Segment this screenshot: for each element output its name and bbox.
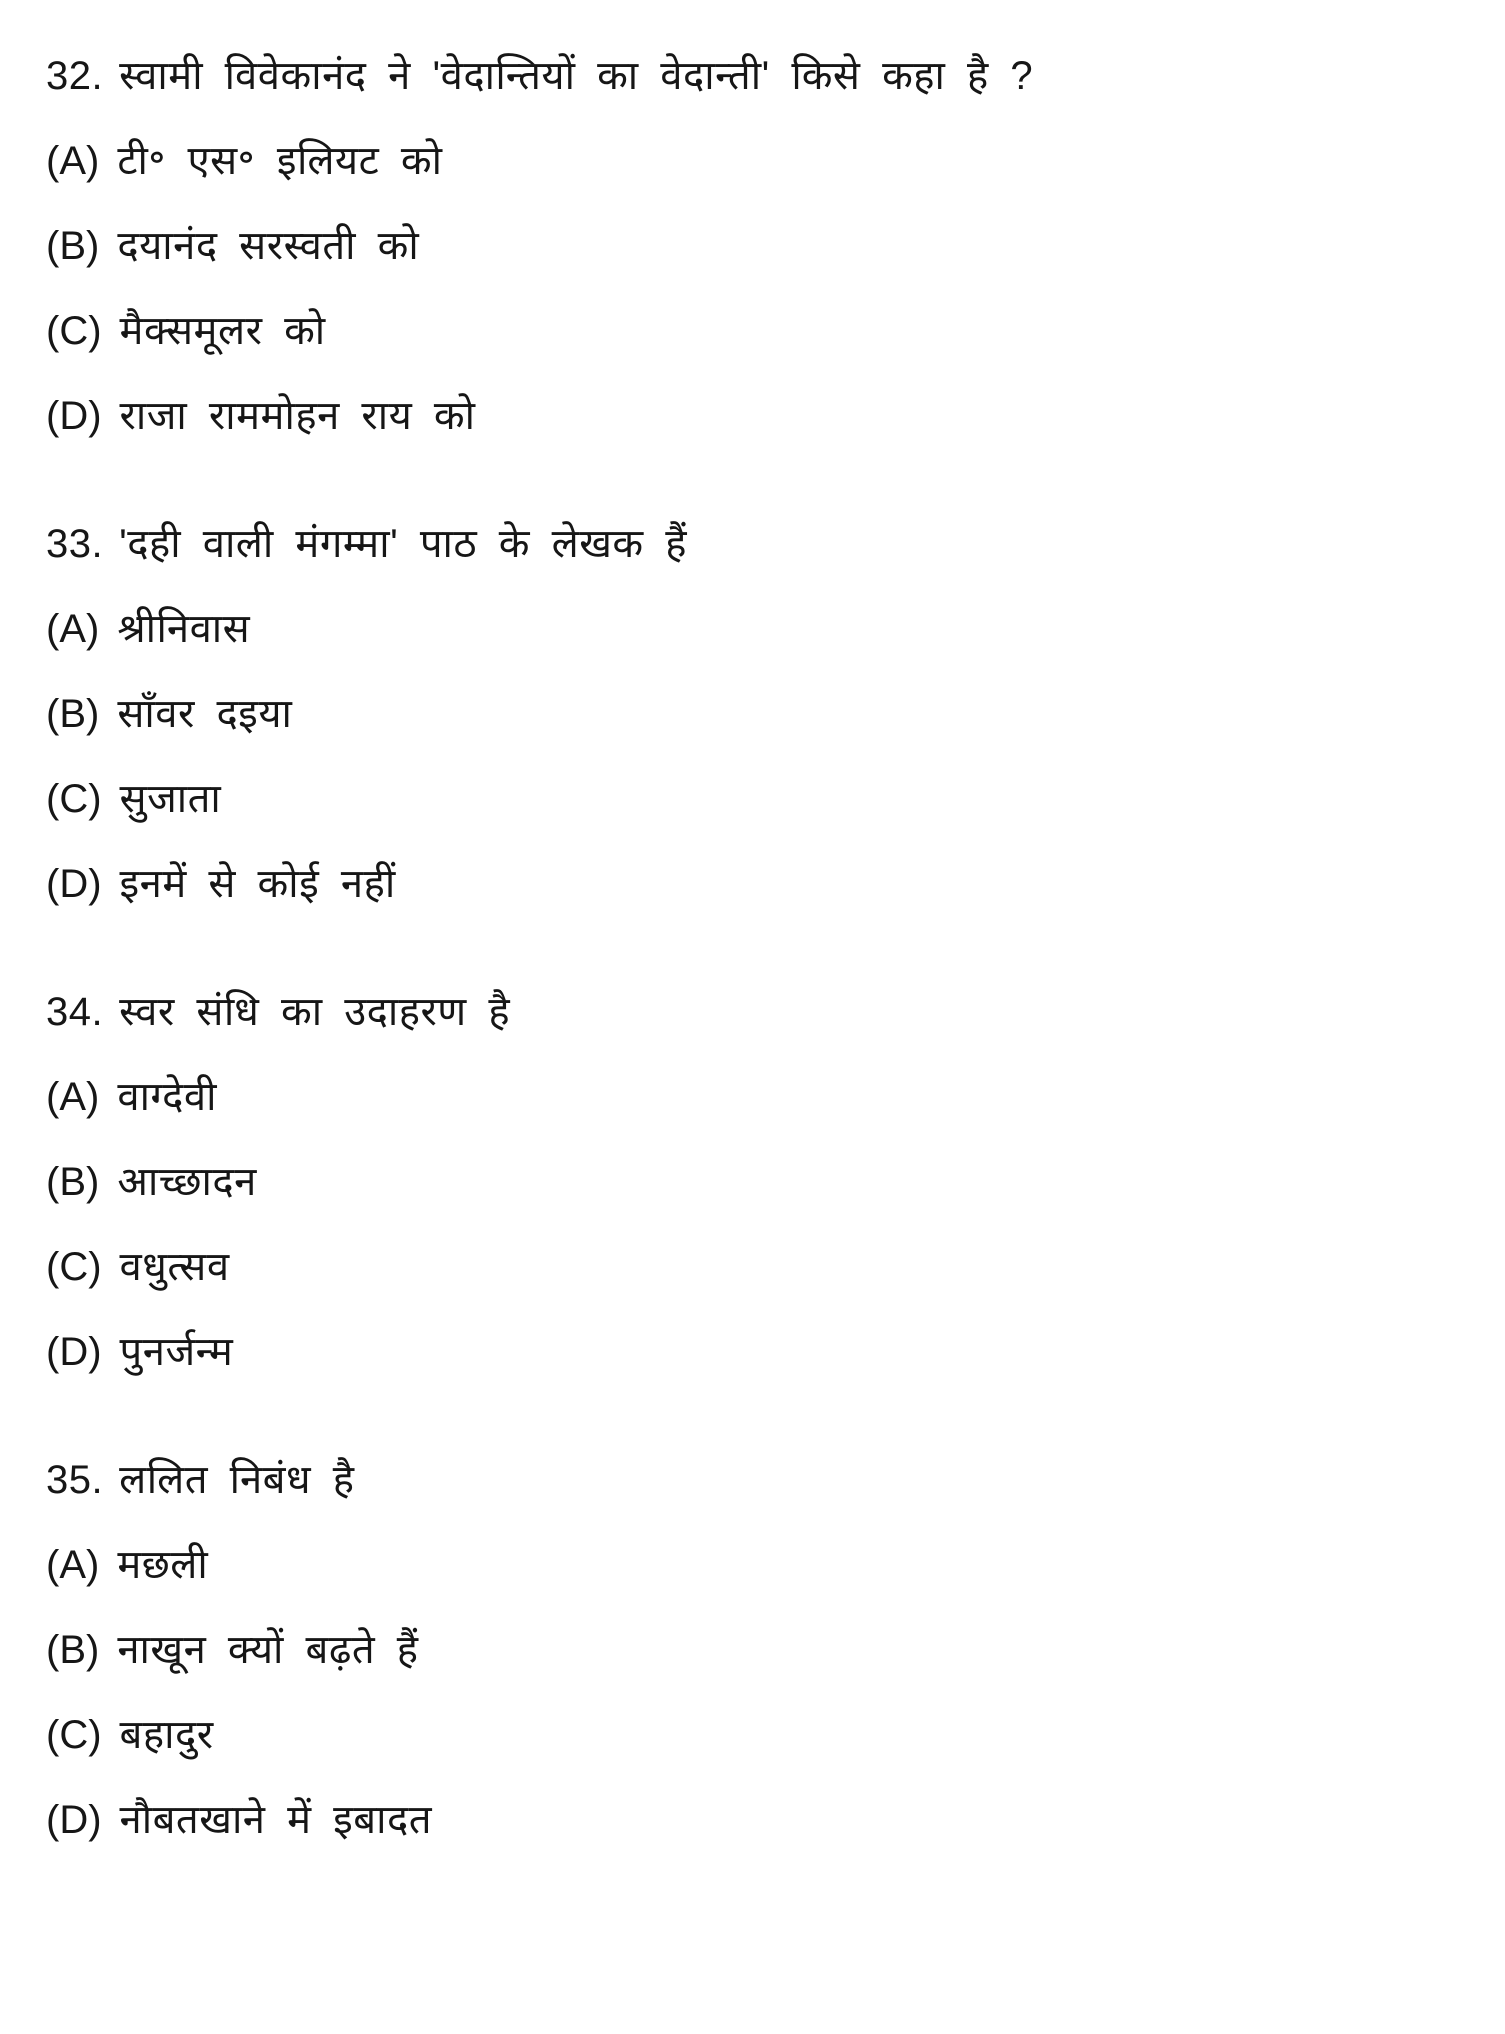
option-text: मैक्समूलर को [119, 309, 326, 353]
question-text: स्वर संधि का उदाहरण है [119, 990, 511, 1034]
question-number: 34. [46, 990, 104, 1034]
option-label: (B) [46, 1160, 100, 1204]
option-label: (D) [46, 1798, 102, 1842]
question-34 [46, 988, 1465, 1376]
option-d [46, 860, 1465, 908]
option-text: बहादुर [119, 1713, 214, 1757]
option-c [46, 1711, 1465, 1759]
option-label: (A) [46, 139, 100, 183]
option-label: (C) [46, 777, 102, 821]
option-label: (C) [46, 309, 102, 353]
question-text: 'दही वाली मंगम्मा' पाठ के लेखक हैं [119, 522, 688, 566]
option-a [46, 1073, 1465, 1121]
question-32 [46, 52, 1465, 440]
option-text: सुजाता [119, 777, 222, 821]
option-d [46, 392, 1465, 440]
question-33 [46, 520, 1465, 908]
question-line [46, 52, 1465, 100]
option-label: (C) [46, 1713, 102, 1757]
option-a [46, 1541, 1465, 1589]
option-text: वाग्देवी [117, 1075, 218, 1119]
option-c [46, 307, 1465, 355]
option-text: आच्छादन [117, 1160, 257, 1204]
option-text: दयानंद सरस्वती को [117, 224, 420, 268]
option-text: इनमें से कोई नहीं [119, 862, 396, 906]
option-label: (B) [46, 224, 100, 268]
question-line [46, 1456, 1465, 1504]
option-text: श्रीनिवास [117, 607, 251, 651]
option-a [46, 605, 1465, 653]
option-b [46, 690, 1465, 738]
question-text: स्वामी विवेकानंद ने 'वेदान्तियों का वेदान्ती' किसे कहा है ? [119, 54, 1034, 98]
option-d [46, 1328, 1465, 1376]
option-text: साँवर दइया [117, 692, 293, 736]
option-text: नाखून क्यों बढ़ते हैं [117, 1628, 419, 1672]
option-label: (A) [46, 607, 100, 651]
option-label: (D) [46, 862, 102, 906]
option-label: (A) [46, 1075, 100, 1119]
option-label: (A) [46, 1543, 100, 1587]
option-text: पुनर्जन्म [119, 1330, 234, 1374]
option-text: टी॰ एस॰ इलियट को [117, 139, 443, 183]
option-text: वधुत्सव [119, 1245, 230, 1289]
question-line [46, 988, 1465, 1036]
question-number: 35. [46, 1458, 104, 1502]
question-line [46, 520, 1465, 568]
option-d [46, 1796, 1465, 1844]
question-number: 32. [46, 54, 104, 98]
option-c [46, 775, 1465, 823]
question-number: 33. [46, 522, 104, 566]
option-b [46, 1158, 1465, 1206]
option-text: मछली [117, 1543, 209, 1587]
option-label: (D) [46, 394, 102, 438]
option-b [46, 1626, 1465, 1674]
option-b [46, 222, 1465, 270]
question-text: ललित निबंध है [119, 1458, 355, 1502]
option-label: (B) [46, 692, 100, 736]
question-35 [46, 1456, 1465, 1844]
option-c [46, 1243, 1465, 1291]
option-text: नौबतखाने में इबादत [119, 1798, 433, 1842]
option-a [46, 137, 1465, 185]
option-label: (D) [46, 1330, 102, 1374]
option-label: (C) [46, 1245, 102, 1289]
option-label: (B) [46, 1628, 100, 1672]
option-text: राजा राममोहन राय को [119, 394, 476, 438]
